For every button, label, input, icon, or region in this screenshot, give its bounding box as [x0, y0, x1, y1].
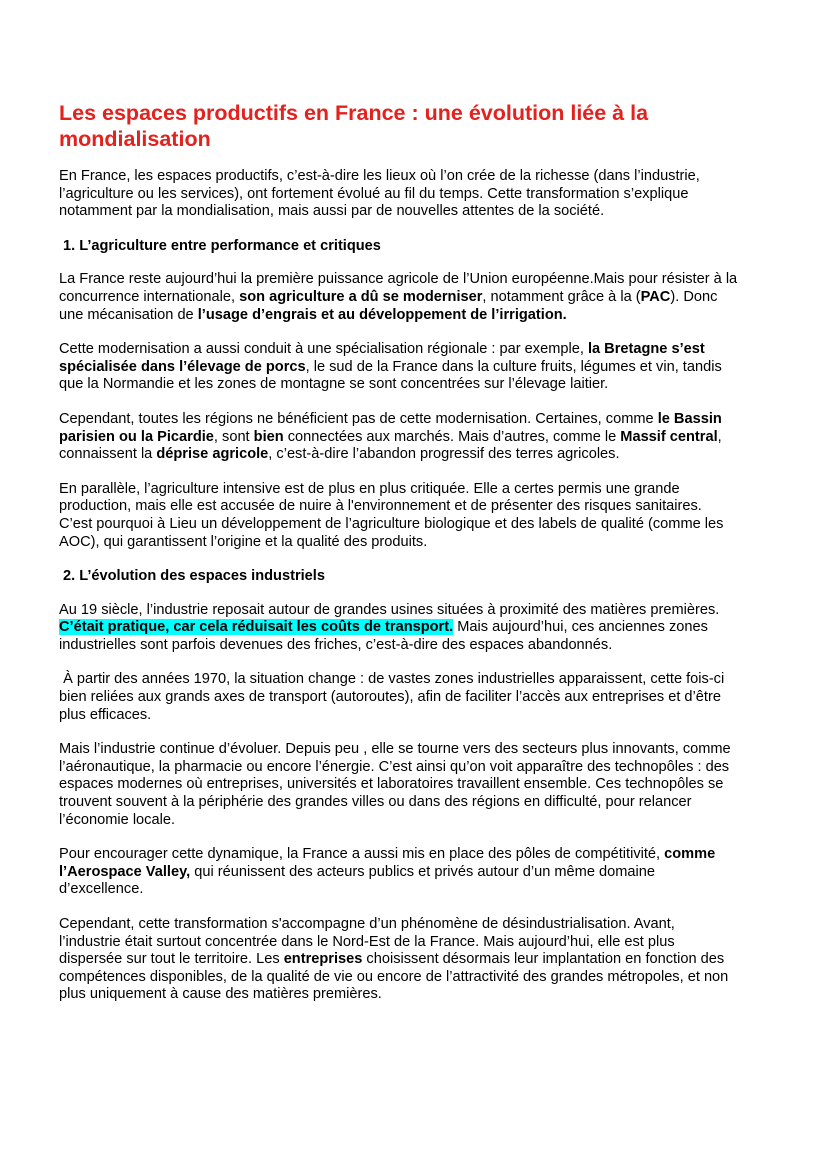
document-title: Les espaces productifs en France : une évolution liée à la mondialisation: [59, 101, 649, 151]
industry-paragraph-5: Cependant, cette transformation s'accompagne d’un phénomène de désindustrialisation. Avant, l’industrie était surtout concentrée dans le Nord-Est de la France. Mais aujourd’hui, elle est plus dispersée sur tout le territoire. Les entreprises choisissent désormais leur implantation en fonction des compétences disponibles, de la qualité de vie ou encore de l’attractivité des grandes métropoles, et non plus uniquement à cause des matières premières.: [59, 916, 729, 1003]
section-heading-agriculture: 1. L’agriculture entre performance et critiques: [63, 237, 381, 254]
agriculture-paragraph-4: En parallèle, l’agriculture intensive est de plus en plus critiquée. Elle a certes permis une grande production, mais elle est accusée de nuire à l'environnement et de présenter des risques sanitaires. C’est pourquoi à Lieu un développement de l’agriculture biologique et des labels de qualité (comme les AOC), qui garantissent l’origine et la qualité des produits.: [59, 480, 724, 550]
section-heading-industry: 2. L’évolution des espaces industriels: [63, 568, 325, 585]
industry-paragraph-1: Au 19 siècle, l’industrie reposait autour de grandes usines situées à proximité des matières premières. C’était pratique, car cela réduisait les coûts de transport. Mais aujourd’hui, ces anciennes zones industrielles sont parfois devenues des friches, c’est-à-dire des espaces abandonnés.: [59, 601, 720, 653]
highlighted-sentence: C’était pratique, car cela réduisait les coûts de transport.: [59, 619, 454, 636]
industry-paragraph-4: Pour encourager cette dynamique, la France a aussi mis en place des pôles de compétitivité, comme l’Aerospace Valley, qui réunissent des acteurs publics et privés autour d’un même domaine d’excellence.: [59, 846, 716, 898]
document-page: [59, 100, 739, 1021]
agriculture-paragraph-2: Cette modernisation a aussi conduit à une spécialisation régionale : par exemple, la Bretagne s’est spécialisée dans l’élevage de porcs, le sud de la France dans la culture fruits, légumes et vin, tandis que la Normandie et les zones de montagne se sont concentrées sur l’élevage laitier.: [59, 341, 722, 393]
intro-paragraph: En France, les espaces productifs, c’est-à-dire les lieux où l’on crée de la richesse (dans l’industrie, l’agriculture ou les services), ont fortement évolué au fil du temps. Cette transformation s’explique notamment par la mondialisation, mais aussi par de nouvelles attentes de la société.: [59, 168, 700, 220]
agriculture-paragraph-1: La France reste aujourd’hui la première puissance agricole de l’Union européenne.Mais pour résister à la concurrence internationale, son agriculture a dû se moderniser, notamment grâce à la (PAC). Donc une mécanisation de l’usage d’engrais et au développement de l’irrigation.: [59, 271, 738, 323]
industry-paragraph-3: Mais l’industrie continue d’évoluer. Depuis peu , elle se tourne vers des secteurs plus innovants, comme l’aéronautique, la pharmacie ou encore l’énergie. C’est ainsi qu’on voit apparaître des technopôles : des espaces modernes où entreprises, universités et laboratoires travaillent ensemble. Ces technopôles se trouvent souvent à la périphérie des grandes villes ou dans des régions en difficulté, pour relancer l’économie locale.: [59, 741, 731, 828]
industry-paragraph-2: À partir des années 1970, la situation change : de vastes zones industrielles apparaissent, cette fois-ci bien reliées aux grands axes de transport (autoroutes), afin de faciliter l’accès aux entreprises et d’être plus efficaces.: [59, 671, 729, 723]
agriculture-paragraph-3: Cependant, toutes les régions ne bénéficient pas de cette modernisation. Certaines, comme le Bassin parisien ou la Picardie, sont bien connectées aux marchés. Mais d’autres, comme le Massif central, connaissent la déprise agricole, c’est-à-dire l’abandon progressif des terres agricoles.: [59, 410, 722, 463]
